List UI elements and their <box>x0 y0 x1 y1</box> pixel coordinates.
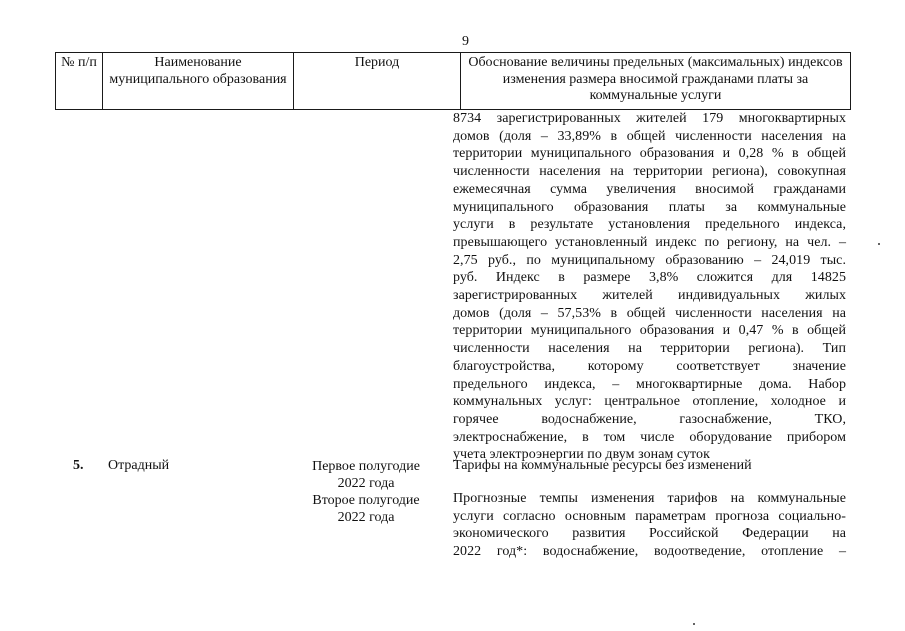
paragraph-line: руб. Индекс в размере 3,8% сложится для 14825 <box>453 270 846 286</box>
paragraph-line: ежемесячная сумма увеличения вносимой гражданами <box>453 181 846 197</box>
paragraph-line: 8734 зарегистрированных жителей 179 многоквартирных <box>453 111 846 126</box>
paragraph-line: превышающего установленный индекс по региону, на чел. – <box>453 234 846 250</box>
header-col-municipality: Наименование муниципального образования <box>103 53 294 110</box>
row-number: 5. <box>73 458 84 473</box>
header-col-period: Период <box>294 53 461 110</box>
header-col-basis: Обоснование величины предельных (максимальных) индексов изменения размера вносимой гражданами платы за коммунальные услуги <box>461 53 851 110</box>
forecast-paragraph <box>453 490 846 561</box>
paragraph-line: услуги согласно основным параметрам прогноза социально- <box>453 508 846 524</box>
continued-paragraph <box>453 110 846 464</box>
paragraph-line: территории муниципального образования и 0,28 % в общей <box>453 146 846 162</box>
scan-speck <box>878 243 880 245</box>
paragraph-line: территории муниципального образования и 0,47 % в общей <box>453 323 846 339</box>
paragraph-line: предельного индекса, – многоквартирные дома. Набор <box>453 376 846 392</box>
paragraph-line: домов (доля – 57,53% в общей численности населения на <box>453 305 846 321</box>
paragraph-line: благоустройства, которому соответствует значение <box>453 358 846 374</box>
period-year: 2022 года <box>337 476 395 491</box>
paragraph-line: электроснабжение, в том числе оборудование прибором <box>453 429 846 445</box>
paragraph-line: услуги в результате установления предельного индекса, <box>453 217 846 233</box>
scan-speck <box>693 623 695 625</box>
paragraph-line: коммунальных услуг: центральное отопление, холодное и <box>453 394 846 410</box>
page-number: 9 <box>462 34 469 49</box>
header-col-number: № п/п <box>56 53 103 110</box>
period-label: Первое полугодие <box>312 459 420 474</box>
paragraph-line: 2,75 руб., по муниципальному образованию – 24,019 тыс. <box>453 252 846 268</box>
period-second-half <box>298 492 434 526</box>
period-first-half <box>298 458 434 492</box>
paragraph-line: муниципального образования платы за коммунальные <box>453 199 846 215</box>
paragraph-line: численности населения на территории региона), совокупная <box>453 164 846 180</box>
paragraph-line: зарегистрированных жителей индивидуальных жилых <box>453 288 846 304</box>
paragraph-line: экономического развития Российской Федерации на <box>453 526 846 542</box>
paragraph-line: Прогнозные темпы изменения тарифов на коммунальные <box>453 491 846 506</box>
paragraph-line: 2022 год*: водоснабжение, водоотведение, отопление – <box>453 544 846 560</box>
paragraph-line: горячее водоснабжение, газоснабжение, ТКО, <box>453 411 846 427</box>
tariff-text: Тарифы на коммунальные ресурсы без изменений <box>453 458 752 473</box>
table-header <box>55 52 851 110</box>
period-year: 2022 года <box>337 510 395 525</box>
municipality-name: Отрадный <box>108 458 170 473</box>
paragraph-line: домов (доля – 33,89% в общей численности населения на <box>453 128 846 144</box>
period-label: Второе полугодие <box>312 493 420 508</box>
paragraph-line: численности населения на территории региона). Тип <box>453 341 846 357</box>
paragraph-line: учета электроэнергии по двум зонам суток <box>453 447 710 463</box>
